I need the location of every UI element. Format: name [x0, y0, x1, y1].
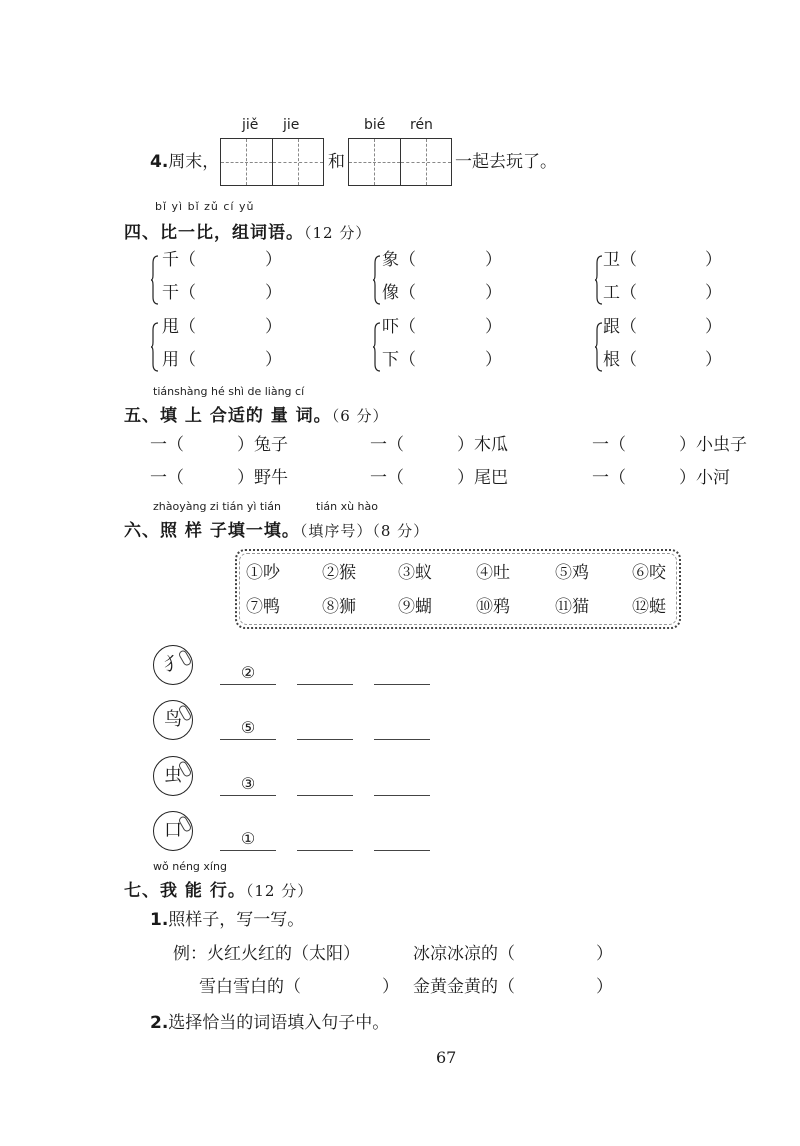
group-3-top: 卫（ [603, 250, 637, 270]
answer-grid-jiejie[interactable] [220, 138, 324, 186]
q4-number: 4. [150, 152, 169, 172]
q4-start: 周末， [168, 152, 220, 172]
group-6-bottom: 根（ [603, 350, 637, 370]
group-6-top-close: ） [705, 317, 722, 337]
measure-item-5-suffix: ）尾巴 [457, 468, 508, 488]
group-4-bottom-close: ） [265, 350, 282, 370]
measure-item-1-suffix: ）兔子 [237, 435, 288, 455]
char-item: ⑥咬 [632, 563, 666, 583]
answer-blank[interactable] [374, 773, 430, 796]
char-item: ①吵 [246, 563, 280, 583]
radical-circle-chong [153, 756, 193, 796]
group-1-bottom-close: ） [265, 283, 282, 303]
answer-grid-bieren[interactable] [348, 138, 452, 186]
group-2-top-close: ） [485, 250, 502, 270]
pinyin-bie: bié [364, 117, 386, 133]
group-4-top: 甩（ [162, 317, 196, 337]
group-2-top: 象（ [382, 250, 416, 270]
section6-score: （8 分） [372, 522, 430, 540]
item-a: 冰凉冰凉的（ [413, 944, 515, 964]
char-item: ⑫蜓 [632, 597, 666, 617]
q4-middle: 和 [328, 152, 345, 172]
answer-blank[interactable] [297, 773, 353, 796]
brace-icon [151, 255, 159, 305]
pinyin-jie: jiě [242, 117, 259, 133]
answer-blank[interactable] [297, 717, 353, 740]
brace-icon [373, 255, 381, 305]
char-item: ③蚁 [398, 563, 432, 583]
group-2-bottom: 像（ [382, 283, 416, 303]
answer-blank[interactable]: ③ [220, 773, 276, 796]
section7-title-text: 七、我 能 行。 [124, 881, 246, 901]
section5-pinyin: tiánshàng hé shì de liàng cí [153, 385, 305, 398]
grid-cell[interactable] [401, 139, 452, 185]
measure-item-6-suffix: ）小河 [679, 468, 730, 488]
item-c-close: ） [596, 977, 613, 997]
char-item: ⑦鸭 [246, 597, 280, 617]
pinyin-jie-2: jie [283, 117, 300, 133]
section4-pinyin: bǐ yì bǐ zǔ cí yǔ [155, 200, 255, 213]
radical-circle-niao [153, 700, 193, 740]
section4-title [124, 218, 371, 243]
brace-icon [373, 322, 381, 372]
group-4-top-close: ） [265, 317, 282, 337]
group-5-top: 吓（ [382, 317, 416, 337]
answer-blank[interactable] [297, 828, 353, 851]
group-3-top-close: ） [705, 250, 722, 270]
brace-icon [151, 322, 159, 372]
group-4-bottom: 用（ [162, 350, 196, 370]
section7-sub2 [150, 1013, 389, 1033]
section6-pinyin-1: zhàoyàng zi tián yì tián [153, 500, 281, 513]
answer-blank[interactable] [374, 717, 430, 740]
answer-blank[interactable]: ① [220, 828, 276, 851]
section5-title-text: 五、填 上 合适的 量 词。 [124, 406, 332, 426]
radical-circle-kou [153, 811, 193, 851]
item-b: 雪白雪白的（ [199, 977, 301, 997]
measure-item-3-prefix: 一（ [592, 435, 626, 455]
char-item: ⑨蝴 [398, 597, 432, 617]
radical-circle-quan [153, 645, 193, 685]
section6-title [124, 516, 429, 541]
char-item: ④吐 [476, 563, 510, 583]
group-5-bottom: 下（ [382, 350, 416, 370]
section6-title-text: 六、照 样 子填一填。 [124, 521, 300, 541]
group-6-bottom-close: ） [705, 350, 722, 370]
measure-item-5-prefix: 一（ [370, 468, 404, 488]
sub2-text: 选择恰当的词语填入句子中。 [168, 1013, 390, 1033]
measure-item-4-suffix: ）野牛 [237, 468, 288, 488]
page-number: 67 [436, 1048, 457, 1067]
q4-line [150, 152, 219, 172]
measure-item-2-suffix: ）木瓜 [457, 435, 508, 455]
section5-title [124, 401, 389, 426]
section6-pinyin-2: tián xù hào [316, 500, 378, 513]
section7-sub1 [150, 910, 304, 930]
group-6-top: 跟（ [603, 317, 637, 337]
section5-score: （6 分） [331, 407, 389, 425]
char-item: ⑤鸡 [555, 563, 589, 583]
sub2-number: 2. [150, 1013, 169, 1033]
measure-item-6-prefix: 一（ [592, 468, 626, 488]
item-b-close: ） [382, 977, 399, 997]
pinyin-ren: rén [410, 117, 433, 133]
group-3-bottom-close: ） [705, 283, 722, 303]
section6-note: （填序号） [299, 522, 373, 540]
answer-blank[interactable]: ② [220, 662, 276, 685]
measure-item-1-prefix: 一（ [150, 435, 184, 455]
section7-title [124, 876, 313, 901]
q4-end: 一起去玩了。 [455, 152, 557, 172]
sub1-number: 1. [150, 910, 169, 930]
section4-title-text: 四、比一比，组词语。 [124, 223, 304, 243]
group-1-bottom: 干（ [162, 283, 196, 303]
char-item: ②猴 [322, 563, 356, 583]
grid-cell[interactable] [273, 139, 324, 185]
section4-score: （12 分） [304, 224, 372, 242]
character-box-inner-frame [239, 553, 677, 625]
char-item: ⑧狮 [322, 597, 356, 617]
answer-blank[interactable] [297, 662, 353, 685]
sub1-text: 照样子，写一写。 [168, 910, 305, 930]
grid-cell[interactable] [349, 139, 401, 185]
group-5-bottom-close: ） [485, 350, 502, 370]
answer-blank[interactable]: ⑤ [220, 717, 276, 740]
item-a-close: ） [596, 944, 613, 964]
char-item: ⑩鸦 [476, 597, 510, 617]
measure-item-2-prefix: 一（ [370, 435, 404, 455]
section7-score: （12 分） [245, 882, 314, 900]
answer-blank[interactable] [374, 828, 430, 851]
char-item: ⑪猫 [555, 597, 589, 617]
item-c: 金黄金黄的（ [413, 977, 515, 997]
radical-text: 虫 [164, 765, 182, 786]
measure-item-3-suffix: ）小虫子 [679, 435, 747, 455]
group-1-top: 千（ [162, 250, 196, 270]
radical-text: 鸟 [164, 709, 182, 730]
radical-text: 犭 [164, 654, 182, 675]
radical-text: 口 [164, 820, 182, 841]
example-text: 例：火红火红的（太阳） [173, 944, 360, 964]
answer-blank[interactable] [374, 662, 430, 685]
group-1-top-close: ） [265, 250, 282, 270]
brace-icon [595, 322, 603, 372]
section7-pinyin: wǒ néng xíng [153, 860, 227, 873]
group-5-top-close: ） [485, 317, 502, 337]
measure-item-4-prefix: 一（ [150, 468, 184, 488]
brace-icon [595, 255, 603, 305]
group-2-bottom-close: ） [485, 283, 502, 303]
grid-cell[interactable] [221, 139, 273, 185]
group-3-bottom: 工（ [603, 283, 637, 303]
